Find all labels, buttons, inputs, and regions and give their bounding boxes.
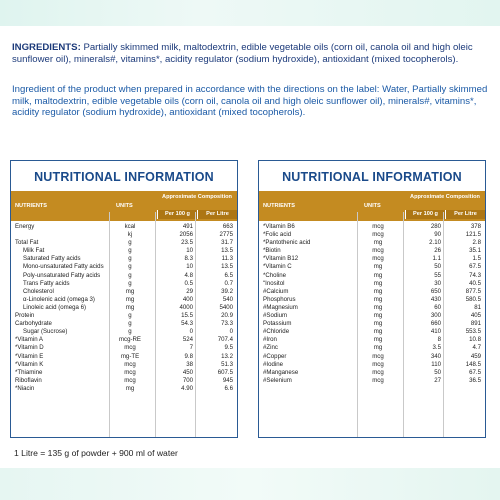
table-row xyxy=(259,344,485,352)
table-body xyxy=(259,221,485,385)
value-per-100g: 8 xyxy=(437,336,441,344)
value-per-litre: 31.7 xyxy=(221,239,233,247)
value-per-litre: 378 xyxy=(470,223,481,230)
value-per-100g: 90 xyxy=(434,231,441,239)
table-row xyxy=(11,344,237,352)
value-per-100g: 3.5 xyxy=(432,344,441,352)
value-per-litre: 459 xyxy=(470,352,481,360)
nutrient-unit: mg xyxy=(373,295,383,303)
nutrient-unit: mcg xyxy=(372,352,384,360)
nutrient-name: Carbohydrate xyxy=(15,320,52,328)
table-row xyxy=(11,288,237,296)
table-row xyxy=(11,239,237,247)
nutrient-name: Potassium xyxy=(263,320,292,328)
value-per-litre: 6.5 xyxy=(224,271,233,279)
value-per-litre: 13.2 xyxy=(221,352,233,360)
value-per-100g: 1.1 xyxy=(432,255,441,263)
nutrient-unit: g xyxy=(128,247,132,255)
value-per-litre: 540 xyxy=(222,295,233,303)
value-per-100g: 0 xyxy=(189,328,193,336)
value-per-100g: 10 xyxy=(186,263,193,271)
value-per-litre: 81 xyxy=(474,303,481,311)
nutrient-unit: mcg xyxy=(124,344,136,352)
nutrient-name: #Magnesium xyxy=(263,303,298,311)
table-row xyxy=(259,312,485,320)
nutrient-unit: g xyxy=(128,328,132,336)
nutrient-name: Cholesterol xyxy=(23,287,54,295)
value-per-litre: 121.5 xyxy=(465,231,481,239)
nutrient-name: *Folic acid xyxy=(263,231,292,239)
value-per-100g: 60 xyxy=(434,303,441,311)
value-per-100g: 9.8 xyxy=(184,352,193,360)
value-per-100g: 23.5 xyxy=(181,239,193,247)
value-per-100g: 110 xyxy=(431,360,441,368)
nutrient-name: #Zinc xyxy=(263,344,278,352)
nutrient-unit: mcg xyxy=(372,376,384,384)
value-per-litre: 40.5 xyxy=(469,279,481,287)
nutrient-name: #Sodium xyxy=(263,312,288,320)
value-per-100g: 54.3 xyxy=(181,320,193,328)
nutrient-unit: mg xyxy=(373,320,383,328)
value-per-litre: 36.5 xyxy=(469,376,481,384)
nutrients-header: NUTRIENTS xyxy=(15,203,48,209)
table-row xyxy=(259,272,485,280)
value-per-litre: 4.7 xyxy=(472,344,481,352)
nutrient-unit: mcg xyxy=(372,223,384,230)
units-header: UNITS xyxy=(116,203,133,209)
value-per-litre: 2.8 xyxy=(472,239,481,247)
nutrient-unit: mcg xyxy=(124,368,136,376)
table-row xyxy=(11,231,237,239)
value-per-litre: 707.4 xyxy=(217,336,233,344)
nutrient-unit: mg xyxy=(125,303,135,311)
value-per-100g: 4.8 xyxy=(184,271,193,279)
nutrient-name: #Chloride xyxy=(263,328,290,336)
value-per-100g: 8.3 xyxy=(184,255,193,263)
nutrient-unit: mcg xyxy=(372,231,384,239)
table-row xyxy=(259,328,485,336)
nutrient-unit: mcg-RE xyxy=(118,336,141,344)
table-row xyxy=(11,336,237,344)
nutrient-name: *Vitamin E xyxy=(15,352,44,360)
nutrient-unit: mg xyxy=(373,271,383,279)
nutrient-name: *Thiamine xyxy=(15,368,43,376)
nutrient-unit: g xyxy=(128,271,132,279)
nutrient-name: *Vitamin C xyxy=(263,263,292,271)
nutrient-unit: mcg xyxy=(372,360,384,368)
nutrient-unit: mg xyxy=(373,328,383,336)
ingredients-label: INGREDIENTS: xyxy=(12,42,81,53)
table-row xyxy=(259,369,485,377)
value-per-100g: 700 xyxy=(182,376,193,384)
nutrient-unit: mg xyxy=(373,336,383,344)
value-per-100g: 50 xyxy=(434,263,441,271)
nutrient-unit: mg xyxy=(125,384,135,392)
value-per-100g: 10 xyxy=(186,247,193,255)
nutrient-name: *Vitamin A xyxy=(15,336,44,344)
value-per-100g: 38 xyxy=(186,360,193,368)
value-per-litre: 148.5 xyxy=(465,360,481,368)
perlitre-header: Per Litre xyxy=(445,210,485,219)
value-per-litre: 11.3 xyxy=(221,255,233,263)
value-per-100g: 29 xyxy=(186,287,193,295)
value-per-litre: 405 xyxy=(470,312,481,320)
nutrition-panel-left xyxy=(10,160,238,438)
value-per-litre: 67.5 xyxy=(469,263,481,271)
nutrient-name: Linoleic acid (omega 6) xyxy=(23,303,87,311)
nutrient-name: *Choline xyxy=(263,271,287,279)
value-per-litre: 6.6 xyxy=(224,384,233,392)
table-row xyxy=(259,377,485,385)
table-row xyxy=(11,385,237,393)
value-per-litre: 13.5 xyxy=(221,263,233,271)
table-row xyxy=(259,263,485,271)
nutrient-unit: g xyxy=(128,239,132,247)
nutrient-unit: mg xyxy=(373,287,383,295)
table-row xyxy=(11,369,237,377)
table-row xyxy=(11,312,237,320)
nutrient-unit: mg xyxy=(373,344,383,352)
nutrient-unit: mg xyxy=(373,312,383,320)
prepared-ingredients-paragraph: Ingredient of the product when prepared in accordance with the directions on the label: Water, Partially skimmed milk, maltodextrin, edible vegetable oils (corn oil, canola oil and high oleic sunflower oil), minerals#, vitamins*, acidity regulator (sodium hydroxide), antioxidant (mixed tocopherols). xyxy=(12,84,488,119)
panel-title: NUTRITIONAL INFORMATION xyxy=(282,170,462,184)
value-per-100g: 430 xyxy=(430,295,441,303)
value-per-litre: 553.5 xyxy=(465,328,481,336)
table-row xyxy=(259,247,485,255)
top-band xyxy=(0,0,500,26)
nutrient-name: Energy xyxy=(15,223,35,230)
value-per-litre: 0 xyxy=(229,328,233,336)
table-header xyxy=(11,191,237,221)
nutrient-unit: mg-TE xyxy=(120,352,140,360)
nutrient-unit: mcg xyxy=(124,360,136,368)
value-per-litre: 74.3 xyxy=(469,271,481,279)
table-row xyxy=(259,288,485,296)
nutrient-name: Mono-unsaturated Fatty acids xyxy=(23,263,104,271)
value-per-100g: 4000 xyxy=(179,303,193,311)
nutrient-unit: g xyxy=(128,263,132,271)
table-row xyxy=(259,296,485,304)
value-per-100g: 7 xyxy=(189,344,193,352)
nutrient-name: #Selenium xyxy=(263,376,292,384)
value-per-100g: 450 xyxy=(182,368,193,376)
value-per-litre: 877.5 xyxy=(465,287,481,295)
value-per-litre: 5400 xyxy=(219,303,233,311)
value-per-litre: 663 xyxy=(222,223,233,230)
value-per-litre: 10.8 xyxy=(469,336,481,344)
value-per-litre: 580.5 xyxy=(465,295,481,303)
value-per-litre: 39.2 xyxy=(221,287,233,295)
per100-header: Per 100 g xyxy=(157,210,197,219)
value-per-100g: 300 xyxy=(430,312,441,320)
nutrient-name: Poly-unsaturated Fatty acids xyxy=(23,271,101,279)
value-per-100g: 280 xyxy=(430,223,441,230)
nutrient-name: #Calcium xyxy=(263,287,289,295)
nutrient-name: #Iodine xyxy=(263,360,283,368)
value-per-100g: 55 xyxy=(434,271,441,279)
nutrient-name: #Manganese xyxy=(263,368,299,376)
nutrient-name: *Vitamin K xyxy=(15,360,44,368)
table-row xyxy=(259,280,485,288)
nutrient-unit: mg xyxy=(125,287,135,295)
table-row xyxy=(259,353,485,361)
nutrient-unit: kj xyxy=(127,231,133,239)
nutrient-name: *Pantothenic acid xyxy=(263,239,311,247)
nutrient-name: #Iron xyxy=(263,336,277,344)
value-per-100g: 340 xyxy=(430,352,441,360)
nutrient-name: ʺInositol xyxy=(263,279,285,287)
table-row xyxy=(259,231,485,239)
table-row xyxy=(11,247,237,255)
table-row xyxy=(259,255,485,263)
table-row xyxy=(11,361,237,369)
value-per-litre: 891 xyxy=(470,320,481,328)
nutrient-name: Milk Fat xyxy=(23,247,45,255)
preparation-note: 1 Litre = 135 g of powder + 900 ml of water xyxy=(14,448,178,458)
nutrient-name: *Niacin xyxy=(15,384,35,392)
value-per-100g: 491 xyxy=(182,223,193,230)
value-per-100g: 2.10 xyxy=(429,239,441,247)
bottom-band xyxy=(0,468,500,500)
nutrient-unit: mcg xyxy=(372,247,384,255)
nutrient-unit: kcal xyxy=(124,223,136,230)
nutrients-header: NUTRIENTS xyxy=(263,203,296,209)
value-per-100g: 0.5 xyxy=(184,279,193,287)
value-per-100g: 650 xyxy=(430,287,441,295)
ingredients-text: Partially skimmed milk, maltodextrin, edible vegetable oils (corn oil, canola oil and high oleic sunflower oil), minerals#, vitamins*, acidity regulator (sodium hydroxide), antioxidant (mixed tocopherols). xyxy=(12,42,473,65)
nutrient-name: *Vitamin B6 xyxy=(263,223,295,230)
nutrient-name: *Biotin xyxy=(263,247,281,255)
panel-title: NUTRITIONAL INFORMATION xyxy=(34,170,214,184)
nutrient-name: *Vitamin B12 xyxy=(263,255,299,263)
value-per-100g: 4.90 xyxy=(181,384,193,392)
approx-header: Approximate Composition xyxy=(410,194,480,200)
value-per-100g: 400 xyxy=(182,295,193,303)
value-per-litre: 607.5 xyxy=(217,368,233,376)
table-row xyxy=(11,296,237,304)
table-row xyxy=(259,336,485,344)
value-per-litre: 2775 xyxy=(219,231,233,239)
nutrient-unit: mcg xyxy=(372,255,384,263)
value-per-100g: 410 xyxy=(430,328,441,336)
nutrient-unit: mg xyxy=(373,239,383,247)
value-per-100g: 50 xyxy=(434,368,441,376)
value-per-100g: 2056 xyxy=(179,231,193,239)
nutrient-unit: mcg xyxy=(372,368,384,376)
table-row xyxy=(11,223,237,231)
table-row xyxy=(11,328,237,336)
value-per-100g: 30 xyxy=(434,279,441,287)
per100-header: Per 100 g xyxy=(405,210,445,219)
table-row xyxy=(259,239,485,247)
nutrient-unit: mg xyxy=(373,263,383,271)
value-per-litre: 13.5 xyxy=(221,247,233,255)
value-per-litre: 51.3 xyxy=(221,360,233,368)
nutrient-unit: g xyxy=(128,255,132,263)
nutrient-name: #Copper xyxy=(263,352,287,360)
value-per-litre: 1.5 xyxy=(472,255,481,263)
nutrient-unit: mg xyxy=(373,303,383,311)
table-row xyxy=(259,361,485,369)
nutrient-unit: mcg xyxy=(124,376,136,384)
value-per-litre: 9.5 xyxy=(224,344,233,352)
table-body xyxy=(11,221,237,393)
nutrient-name: Saturated Fatty acids xyxy=(23,255,81,263)
nutrient-name: Total Fat xyxy=(15,239,39,247)
approx-header: Approximate Composition xyxy=(162,194,232,200)
table-row xyxy=(11,272,237,280)
table-row xyxy=(11,377,237,385)
value-per-litre: 35.1 xyxy=(469,247,481,255)
value-per-litre: 73.3 xyxy=(221,320,233,328)
value-per-100g: 26 xyxy=(434,247,441,255)
value-per-100g: 27 xyxy=(434,376,441,384)
table-row xyxy=(11,320,237,328)
table-row xyxy=(11,255,237,263)
value-per-litre: 0.7 xyxy=(224,279,233,287)
nutrition-panel-right xyxy=(258,160,486,438)
table-row xyxy=(11,353,237,361)
nutrient-name: α-Linolenic acid (omega 3) xyxy=(23,295,95,303)
nutrient-name: Phosphorus xyxy=(263,295,296,303)
perlitre-header: Per Litre xyxy=(197,210,237,219)
value-per-litre: 945 xyxy=(222,376,233,384)
ingredients-paragraph xyxy=(12,42,490,65)
value-per-litre: 67.5 xyxy=(469,368,481,376)
units-header: UNITS xyxy=(364,203,381,209)
nutrient-unit: g xyxy=(128,320,132,328)
nutrient-name: Trans Fatty acids xyxy=(23,279,70,287)
value-per-100g: 660 xyxy=(430,320,441,328)
table-row xyxy=(11,263,237,271)
value-per-100g: 15.5 xyxy=(181,312,193,320)
table-row xyxy=(259,223,485,231)
value-per-100g: 524 xyxy=(182,336,193,344)
nutrient-name: Sugar (Sucrose) xyxy=(23,328,68,336)
nutrient-name: Riboflavin xyxy=(15,376,42,384)
nutrient-unit: mg xyxy=(125,295,135,303)
value-per-litre: 20.9 xyxy=(221,312,233,320)
table-row xyxy=(259,320,485,328)
table-header xyxy=(259,191,485,221)
nutrient-name: Protein xyxy=(15,312,35,320)
nutrient-unit: g xyxy=(128,279,132,287)
nutrient-name: *Vitamin D xyxy=(15,344,44,352)
table-row xyxy=(11,304,237,312)
nutrient-unit: g xyxy=(128,312,132,320)
table-row xyxy=(11,280,237,288)
table-row xyxy=(259,304,485,312)
nutrient-unit: mg xyxy=(373,279,383,287)
